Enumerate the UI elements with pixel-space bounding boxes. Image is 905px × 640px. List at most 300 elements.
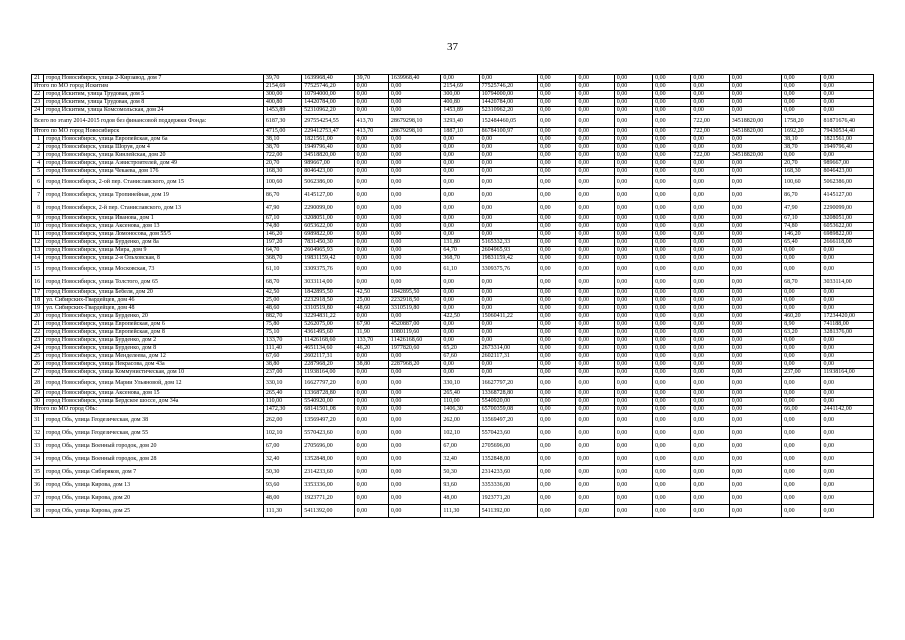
cell-value: 0,00 — [691, 406, 729, 414]
cell-value: 722,00 — [691, 152, 729, 160]
cell-value: 0,00 — [653, 353, 691, 361]
cell-value: 0,00 — [729, 215, 781, 223]
table-row — [32, 361, 874, 369]
cell-value: 2604965,93 — [302, 247, 354, 255]
row-address: город Новосибирск, улица Марии Ульяновой, дом 12 — [44, 377, 264, 390]
cell-value: 0,00 — [538, 99, 576, 107]
cell-value: 0,00 — [538, 128, 576, 136]
cell-value: 0,00 — [354, 202, 388, 215]
table-row — [32, 305, 874, 313]
cell-value: 0,00 — [653, 345, 691, 353]
cell-value: 0,00 — [729, 202, 781, 215]
cell-value: 0,00 — [538, 479, 576, 492]
cell-value: 0,00 — [576, 313, 614, 321]
cell-value: 460,20 — [782, 313, 821, 321]
cell-value: 0,00 — [576, 337, 614, 345]
cell-value: 0,00 — [441, 231, 479, 239]
cell-value: 0,00 — [538, 176, 576, 189]
cell-value: 989667,00 — [302, 160, 354, 168]
cell-value: 0,00 — [729, 289, 781, 297]
row-name: Всего по этапу 2014-2015 годов без финансовой поддержки Фонда: — [32, 115, 264, 128]
cell-value: 0,00 — [691, 215, 729, 223]
cell-value: 0,00 — [576, 255, 614, 263]
cell-value: 0,00 — [691, 414, 729, 427]
cell-value: 0,00 — [782, 361, 821, 369]
row-address: город Новосибирск, улица 2-Кирзавод, дом 7 — [44, 75, 264, 83]
row-number: 9 — [32, 215, 44, 223]
row-address: город Новосибирск, улица Иванова, дом 1 — [44, 215, 264, 223]
cell-value: 0,00 — [691, 168, 729, 176]
cell-value: 6053622,00 — [821, 223, 874, 231]
table-row — [32, 479, 874, 492]
cell-value: 0,00 — [354, 99, 388, 107]
cell-value: 6989822,00 — [821, 231, 874, 239]
cell-value: 65700359,08 — [479, 406, 537, 414]
cell-value: 0,00 — [441, 305, 479, 313]
cell-value: 0,00 — [614, 414, 652, 427]
cell-value: 0,00 — [388, 492, 440, 505]
cell-value: 0,00 — [782, 107, 821, 115]
cell-value: 0,00 — [576, 321, 614, 329]
cell-value: 74,80 — [782, 223, 821, 231]
row-number: 8 — [32, 202, 44, 215]
cell-value: 0,00 — [691, 176, 729, 189]
cell-value: 0,00 — [614, 329, 652, 337]
cell-value: 0,00 — [576, 398, 614, 406]
cell-value: 0,00 — [729, 239, 781, 247]
cell-value: 0,00 — [576, 353, 614, 361]
cell-value: 67,90 — [354, 321, 388, 329]
cell-value: 0,00 — [576, 361, 614, 369]
row-address: город Искитим, улица Трудовая, дом 5 — [44, 91, 264, 99]
cell-value: 48,60 — [263, 305, 301, 313]
cell-value: 0,00 — [691, 136, 729, 144]
cell-value: 11938164,00 — [821, 369, 874, 377]
cell-value: 0,00 — [538, 263, 576, 276]
cell-value: 0,00 — [729, 99, 781, 107]
cell-value: 0,00 — [538, 276, 576, 289]
cell-value: 0,00 — [538, 223, 576, 231]
cell-value: 197,20 — [263, 239, 301, 247]
cell-value: 0,00 — [821, 75, 874, 83]
cell-value: 0,00 — [691, 276, 729, 289]
cell-value: 0,00 — [691, 440, 729, 453]
cell-value: 0,00 — [691, 453, 729, 466]
cell-value: 110,00 — [263, 398, 301, 406]
cell-value: 38,10 — [782, 136, 821, 144]
cell-value: 0,00 — [691, 202, 729, 215]
cell-value: 1821561,00 — [302, 136, 354, 144]
cell-value: 0,00 — [479, 176, 537, 189]
cell-value: 110,00 — [441, 398, 479, 406]
cell-value: 0,00 — [729, 466, 781, 479]
cell-value: 63,20 — [782, 329, 821, 337]
cell-value: 0,00 — [576, 263, 614, 276]
cell-value: 0,00 — [388, 453, 440, 466]
cell-value: 0,00 — [691, 239, 729, 247]
cell-value: 0,00 — [479, 136, 537, 144]
cell-value: 111,30 — [441, 505, 479, 518]
cell-value: 0,00 — [354, 189, 388, 202]
cell-value: 0,00 — [388, 189, 440, 202]
cell-value: 0,00 — [614, 345, 652, 353]
cell-value: 0,00 — [821, 83, 874, 91]
cell-value: 0,00 — [653, 160, 691, 168]
cell-value: 0,00 — [538, 75, 576, 83]
cell-value: 0,00 — [354, 144, 388, 152]
cell-value: 5062386,00 — [302, 176, 354, 189]
row-number: 11 — [32, 231, 44, 239]
cell-value: 0,00 — [388, 313, 440, 321]
cell-value: 0,00 — [479, 152, 537, 160]
cell-value: 0,00 — [729, 398, 781, 406]
cell-value: 0,00 — [479, 231, 537, 239]
cell-value: 0,00 — [614, 75, 652, 83]
table-row — [32, 427, 874, 440]
cell-value: 2287968,20 — [302, 361, 354, 369]
cell-value: 133,70 — [263, 337, 301, 345]
row-address: город Новосибирск, улица Европейская, дом 6а — [44, 136, 264, 144]
cell-value: 989667,00 — [821, 160, 874, 168]
cell-value: 0,00 — [576, 152, 614, 160]
cell-value: 0,00 — [821, 427, 874, 440]
cell-value: 0,00 — [479, 369, 537, 377]
cell-value: 0,00 — [614, 492, 652, 505]
cell-value: 0,00 — [653, 168, 691, 176]
table-row — [32, 223, 874, 231]
cell-value: 265,40 — [263, 390, 301, 398]
row-address: город Новосибирск, улица Мира, дом 9 — [44, 247, 264, 255]
cell-value: 0,00 — [691, 75, 729, 83]
cell-value: 67,10 — [782, 215, 821, 223]
cell-value: 102,10 — [441, 427, 479, 440]
cell-value: 0,00 — [729, 479, 781, 492]
row-number: 18 — [32, 297, 44, 305]
cell-value: 1949796,40 — [821, 144, 874, 152]
cell-value: 0,00 — [821, 414, 874, 427]
page-number: 37 — [447, 41, 458, 53]
cell-value: 0,00 — [782, 479, 821, 492]
cell-value: 0,00 — [782, 505, 821, 518]
cell-value: 0,00 — [479, 321, 537, 329]
row-number: 19 — [32, 305, 44, 313]
cell-value: 0,00 — [729, 369, 781, 377]
cell-value: 0,00 — [653, 337, 691, 345]
cell-value: 0,00 — [479, 160, 537, 168]
table-row — [32, 215, 874, 223]
cell-value: 0,00 — [821, 440, 874, 453]
cell-value: 0,00 — [538, 144, 576, 152]
cell-value: 79430534,40 — [821, 128, 874, 136]
row-address: город Новосибирск, улица Шоруя, дом 4 — [44, 144, 264, 152]
cell-value: 1639968,40 — [388, 75, 440, 83]
cell-value: 0,00 — [441, 75, 479, 83]
cell-value: 6989822,00 — [302, 231, 354, 239]
row-number: 33 — [32, 440, 44, 453]
cell-value: 0,00 — [614, 107, 652, 115]
cell-value: 0,00 — [614, 91, 652, 99]
cell-value: 0,00 — [538, 427, 576, 440]
cell-value: 0,00 — [538, 313, 576, 321]
row-address: город Новосибирск, улица Европейская, дом 6 — [44, 321, 264, 329]
cell-value: 0,00 — [729, 505, 781, 518]
cell-value: 400,80 — [263, 99, 301, 107]
cell-value: 0,00 — [691, 492, 729, 505]
cell-value: 0,00 — [576, 144, 614, 152]
cell-value: 0,00 — [653, 215, 691, 223]
cell-value: 0,00 — [576, 215, 614, 223]
cell-value: 3281376,00 — [821, 329, 874, 337]
row-name: Итого по МО город Искитим — [32, 83, 264, 91]
cell-value: 0,00 — [354, 377, 388, 390]
cell-value: 2154,69 — [263, 83, 301, 91]
cell-value: 0,00 — [388, 427, 440, 440]
table-row — [32, 247, 874, 255]
cell-value: 0,00 — [691, 91, 729, 99]
cell-value: 0,00 — [782, 305, 821, 313]
cell-value: 0,00 — [821, 289, 874, 297]
cell-value: 2232918,50 — [388, 297, 440, 305]
cell-value: 15060411,22 — [479, 313, 537, 321]
cell-value: 882,70 — [263, 313, 301, 321]
cell-value: 0,00 — [576, 345, 614, 353]
cell-value: 0,00 — [782, 377, 821, 390]
cell-value: 0,00 — [388, 466, 440, 479]
cell-value: 0,00 — [354, 466, 388, 479]
cell-value: 34518820,00 — [729, 128, 781, 136]
cell-value: 0,00 — [614, 337, 652, 345]
cell-value: 0,00 — [729, 75, 781, 83]
cell-value: 0,00 — [538, 369, 576, 377]
cell-value: 0,00 — [538, 115, 576, 128]
cell-value: 0,00 — [653, 414, 691, 427]
cell-value: 38,70 — [263, 144, 301, 152]
cell-value: 0,00 — [729, 406, 781, 414]
cell-value: 0,00 — [614, 390, 652, 398]
cell-value: 0,00 — [821, 345, 874, 353]
cell-value: 0,00 — [576, 406, 614, 414]
cell-value: 0,00 — [691, 189, 729, 202]
cell-value: 14420784,00 — [302, 99, 354, 107]
cell-value: 0,00 — [691, 255, 729, 263]
cell-value: 0,00 — [538, 152, 576, 160]
row-address: город Новосибирск, улица Ломоносова, дом 55/5 — [44, 231, 264, 239]
housing-table-container — [31, 74, 874, 518]
cell-value: 0,00 — [538, 321, 576, 329]
cell-value: 0,00 — [691, 144, 729, 152]
cell-value: 0,00 — [576, 466, 614, 479]
row-number: 23 — [32, 99, 44, 107]
cell-value: 0,00 — [479, 215, 537, 223]
cell-value: 0,00 — [441, 189, 479, 202]
cell-value: 0,00 — [354, 152, 388, 160]
cell-value: 0,00 — [653, 305, 691, 313]
cell-value: 0,00 — [653, 176, 691, 189]
cell-value: 4651134,60 — [302, 345, 354, 353]
cell-value: 0,00 — [441, 276, 479, 289]
cell-value: 0,00 — [538, 297, 576, 305]
cell-value: 0,00 — [354, 492, 388, 505]
cell-value: 0,00 — [614, 176, 652, 189]
cell-value: 0,00 — [441, 329, 479, 337]
cell-value: 0,00 — [388, 168, 440, 176]
cell-value: 0,00 — [614, 398, 652, 406]
cell-value: 0,00 — [614, 152, 652, 160]
cell-value: 0,00 — [653, 505, 691, 518]
cell-value: 0,00 — [653, 466, 691, 479]
cell-value: 0,00 — [576, 390, 614, 398]
table-row — [32, 377, 874, 390]
cell-value: 0,00 — [614, 353, 652, 361]
table-row — [32, 321, 874, 329]
cell-value: 0,00 — [729, 390, 781, 398]
cell-value: 0,00 — [354, 107, 388, 115]
cell-value: 0,00 — [653, 255, 691, 263]
table-row — [32, 337, 874, 345]
cell-value: 3293,40 — [441, 115, 479, 128]
cell-value: 0,00 — [821, 255, 874, 263]
cell-value: 11426168,60 — [388, 337, 440, 345]
cell-value: 0,00 — [729, 231, 781, 239]
cell-value: 0,00 — [441, 337, 479, 345]
cell-value: 0,00 — [354, 369, 388, 377]
cell-value: 67,00 — [263, 440, 301, 453]
cell-value: 7831450,30 — [302, 239, 354, 247]
cell-value: 0,00 — [782, 255, 821, 263]
cell-value: 0,00 — [576, 223, 614, 231]
cell-value: 0,00 — [653, 136, 691, 144]
cell-value: 0,00 — [441, 369, 479, 377]
cell-value: 131,80 — [441, 239, 479, 247]
cell-value: 0,00 — [441, 223, 479, 231]
row-address: город Новосибирск, улица Кинлейская, дом 20 — [44, 152, 264, 160]
cell-value: 39,70 — [354, 75, 388, 83]
cell-value: 0,00 — [729, 377, 781, 390]
cell-value: 0,00 — [614, 377, 652, 390]
cell-value: 0,00 — [653, 406, 691, 414]
cell-value: 0,00 — [388, 107, 440, 115]
cell-value: 0,00 — [653, 144, 691, 152]
cell-value: 0,00 — [782, 345, 821, 353]
table-row — [32, 91, 874, 99]
cell-value: 0,00 — [782, 440, 821, 453]
cell-value: 67,60 — [441, 353, 479, 361]
cell-value: 0,00 — [441, 361, 479, 369]
cell-value: 19831159,42 — [302, 255, 354, 263]
cell-value: 0,00 — [821, 297, 874, 305]
cell-value: 0,00 — [538, 136, 576, 144]
cell-value: 0,00 — [691, 231, 729, 239]
cell-value: 13569497,20 — [479, 414, 537, 427]
cell-value: 2232918,50 — [302, 297, 354, 305]
row-number: 21 — [32, 321, 44, 329]
cell-value: 0,00 — [782, 91, 821, 99]
cell-value: 0,00 — [479, 189, 537, 202]
cell-value: 0,00 — [354, 414, 388, 427]
housing-program-table — [31, 74, 874, 518]
cell-value: 48,00 — [263, 492, 301, 505]
table-row — [32, 255, 874, 263]
cell-value: 0,00 — [614, 263, 652, 276]
cell-value: 4520887,00 — [388, 321, 440, 329]
cell-value: 68,70 — [263, 276, 301, 289]
row-address: город Новосибирск, улица Тропинейная, дом 19 — [44, 189, 264, 202]
row-number: 22 — [32, 329, 44, 337]
cell-value: 64,70 — [441, 247, 479, 255]
cell-value: 0,00 — [576, 115, 614, 128]
cell-value: 52310962,20 — [302, 107, 354, 115]
cell-value: 1080119,60 — [388, 329, 440, 337]
cell-value: 0,00 — [576, 329, 614, 337]
cell-value: 0,00 — [821, 91, 874, 99]
table-row — [32, 329, 874, 337]
cell-value: 0,00 — [653, 202, 691, 215]
cell-value: 0,00 — [538, 202, 576, 215]
cell-value: 0,00 — [479, 144, 537, 152]
cell-value: 0,00 — [691, 479, 729, 492]
cell-value: 0,00 — [388, 505, 440, 518]
cell-value: 38,10 — [263, 136, 301, 144]
cell-value: 0,00 — [782, 75, 821, 83]
cell-value: 6187,30 — [263, 115, 301, 128]
cell-value: 0,00 — [538, 83, 576, 91]
table-row — [32, 369, 874, 377]
cell-value: 0,00 — [729, 305, 781, 313]
cell-value: 0,00 — [354, 263, 388, 276]
cell-value: 168,30 — [782, 168, 821, 176]
row-address: город Новосибирск, улица Европейская, дом 8 — [44, 329, 264, 337]
row-address: город Обь, улица Военный городок, дом 20 — [44, 440, 264, 453]
cell-value: 0,00 — [538, 440, 576, 453]
cell-value: 330,10 — [263, 377, 301, 390]
cell-value: 0,00 — [538, 91, 576, 99]
cell-value: 0,00 — [354, 440, 388, 453]
cell-value: 39,70 — [263, 75, 301, 83]
cell-value: 0,00 — [614, 231, 652, 239]
row-number: 31 — [32, 414, 44, 427]
cell-value: 0,00 — [653, 479, 691, 492]
table-row — [32, 176, 874, 189]
cell-value: 25,00 — [263, 297, 301, 305]
cell-value: 0,00 — [821, 505, 874, 518]
cell-value: 0,00 — [729, 337, 781, 345]
cell-value: 74,80 — [263, 223, 301, 231]
cell-value: 0,00 — [653, 276, 691, 289]
cell-value: 0,00 — [441, 152, 479, 160]
cell-value: 0,00 — [729, 223, 781, 231]
cell-value: 38,80 — [354, 361, 388, 369]
cell-value: 3309375,76 — [479, 263, 537, 276]
cell-value: 0,00 — [653, 152, 691, 160]
cell-value: 0,00 — [576, 276, 614, 289]
cell-value: 0,00 — [441, 297, 479, 305]
row-number: 16 — [32, 276, 44, 289]
cell-value: 0,00 — [782, 466, 821, 479]
cell-value: 34518820,00 — [729, 152, 781, 160]
cell-value: 0,00 — [782, 247, 821, 255]
cell-value: 0,00 — [653, 369, 691, 377]
cell-value: 0,00 — [782, 453, 821, 466]
cell-value: 0,00 — [691, 390, 729, 398]
cell-value: 0,00 — [388, 414, 440, 427]
cell-value: 300,00 — [441, 91, 479, 99]
row-number: 32 — [32, 427, 44, 440]
cell-value: 0,00 — [821, 107, 874, 115]
cell-value: 1453,89 — [263, 107, 301, 115]
row-address: город Новосибирск, улица Толстого, дом 65 — [44, 276, 264, 289]
cell-value: 0,00 — [614, 369, 652, 377]
cell-value: 0,00 — [691, 263, 729, 276]
